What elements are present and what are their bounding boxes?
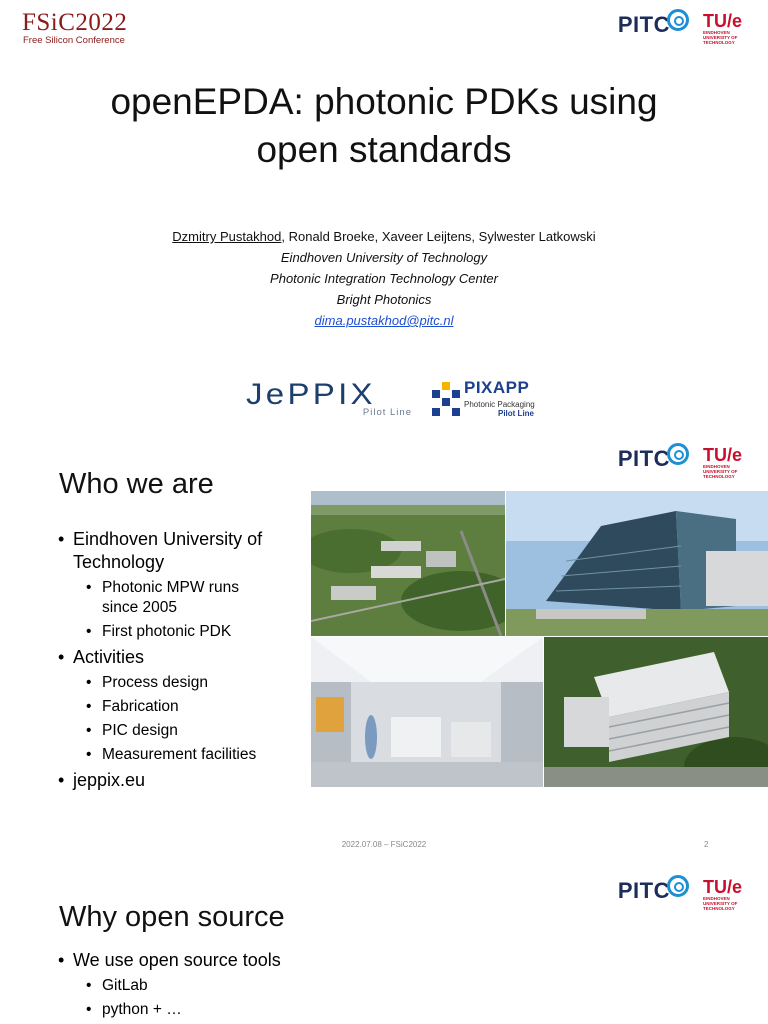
pitc-logo [618,878,689,904]
author-block [0,226,768,331]
email-link[interactable]: dima.pustakhod@pitc.nl [314,313,454,328]
pixapp-logo [432,378,542,422]
partner-logos [618,446,742,479]
tue-logo-sub: EINDHOVEN UNIVERSITY OF TECHNOLOGY [702,464,738,479]
photo-glass-building [506,491,768,636]
bullet-process: • Process design [86,673,308,693]
fsic-logo [22,10,127,46]
title-line-2: open standards [256,129,512,170]
photo-cleanroom [311,637,543,787]
who-we-are-slide [0,432,768,864]
bullet-mpw-line2: since 2005 [102,599,177,616]
bullet-mpw [86,578,308,618]
slide-title [0,78,768,174]
partner-logos [618,878,742,911]
tue-logo [703,12,742,45]
tue-logo-sub: EINDHOVEN UNIVERSITY OF TECHNOLOGY [702,30,738,45]
jeppix-logo-name: JePPIX [246,378,376,411]
bullet-python: • python + … [86,1000,308,1020]
bullet-tue-line2: Technology [73,552,165,572]
tue-logo-text: TU/e [702,11,742,31]
pitc-ring-icon [667,443,689,465]
pitc-logo-text: PITC [617,878,670,903]
footer-date: 2022.07.08 – FSiC2022 [341,840,427,849]
photo-campus-aerial [311,491,505,636]
bullet-pic: • PIC design [86,721,308,741]
pixapp-mark-icon [432,382,462,418]
pitc-logo-text: PITC [617,12,670,37]
bullet-activities: • Activities [58,646,308,669]
co-authors: , Ronald Broeke, Xaveer Leijtens, Sylwester Latkowski [281,229,596,244]
pixapp-logo-line1: Photonic Packaging [464,400,535,409]
bullet-mpw-line1: Photonic MPW runs [102,579,239,596]
fsic-logo-tagline: Free Silicon Conference [23,35,125,46]
bullet-jeppix: • jeppix.eu [58,769,308,792]
tue-logo [703,446,742,479]
tue-logo-text: TU/e [702,877,742,897]
jeppix-logo [246,380,416,420]
slide-heading: Who we are [59,468,214,500]
pitc-ring-icon [667,9,689,31]
affiliation-bright: Bright Photonics [336,292,432,307]
pitc-logo [618,12,689,38]
jeppix-logo-sub: Pilot Line [362,407,412,418]
presenting-author: Dzmitry Pustakhod [172,229,282,244]
author-list [0,226,768,247]
pitc-logo-text: PITC [617,446,670,471]
tue-logo-text: TU/e [702,445,742,465]
fsic-logo-name: FSiC2022 [22,9,128,36]
bullet-pdk: • First photonic PDK [86,622,308,642]
photo-building-aerial [544,637,768,787]
bullet-measurement: • Measurement facilities [86,745,308,765]
bullet-tools: • We use open source tools [58,949,308,972]
photo-collage [311,491,768,787]
bullet-list [58,528,308,796]
affiliation-pitc: Photonic Integration Technology Center [270,271,498,286]
tue-logo [703,878,742,911]
slide-heading: Why open source [59,901,285,933]
title-line-1: openEPDA: photonic PDKs using [110,81,658,122]
affiliation-tue: Eindhoven University of Technology [280,250,488,265]
title-slide [0,0,768,432]
page-number: 2 [704,840,709,849]
why-open-source-slide [0,864,768,1024]
bullet-list [58,949,308,1024]
pitc-ring-icon [667,875,689,897]
bullet-gitlab: • GitLab [86,976,308,996]
partner-logos [618,12,742,45]
bullet-tue-line1: Eindhoven University of [73,529,263,549]
pitc-logo [618,446,689,472]
pixapp-logo-line2: Pilot Line [498,409,534,418]
bullet-fabrication: • Fabrication [86,697,308,717]
bullet-tue [58,528,308,574]
pixapp-logo-name: PIXAPP [464,378,530,397]
tue-logo-sub: EINDHOVEN UNIVERSITY OF TECHNOLOGY [702,896,738,911]
